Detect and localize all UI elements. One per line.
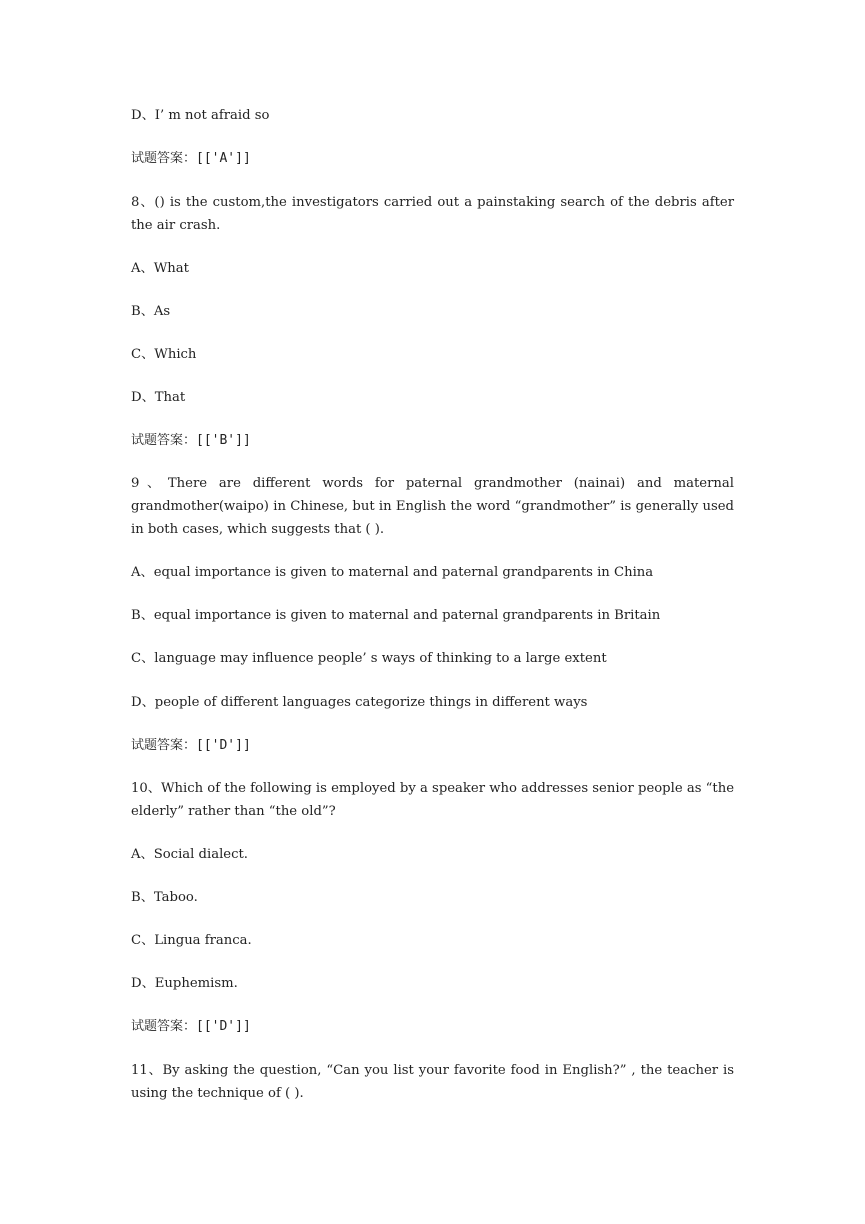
q9-option-d: D、people of different languages categorize things in different ways [131, 695, 588, 710]
q8-option-c: C、Which [131, 347, 197, 362]
q10-option-c: C、Lingua franca. [131, 933, 252, 948]
q7-option-d: D、I’ m not afraid so [131, 108, 270, 123]
q8-option-a: A、What [131, 261, 189, 276]
q10-option-a: A、Social dialect. [131, 847, 248, 862]
q9-question: 9、There are different words for paternal grandmother (nainai) and maternal grandmother(waipo) in Chinese, but in English the word “grandmother” is generally used in both cases, which suggests that ( ). [131, 476, 734, 537]
q9-option-c: C、language may influence people’ s ways of thinking to a large extent [131, 651, 607, 666]
q8-option-d: D、That [131, 390, 186, 405]
q7-answer: 试题答案：[['A']] [131, 151, 251, 166]
q9-option-b: B、equal importance is given to maternal and paternal grandparents in Britain [131, 608, 661, 623]
q10-option-d: D、Euphemism. [131, 976, 238, 991]
q8-option-b: B、As [131, 304, 171, 319]
q10-question: 10、Which of the following is employed by a speaker who addresses senior people as “the elderly” rather than “the old”? [131, 781, 734, 819]
q10-option-b: B、Taboo. [131, 890, 198, 905]
q10-answer: 试题答案：[['D']] [131, 1019, 251, 1034]
q11-question: 11、By asking the question, “Can you list your favorite food in English?” , the teacher is using the technique of ( ). [131, 1063, 734, 1101]
q9-option-a: A、equal importance is given to maternal and paternal grandparents in China [131, 565, 654, 580]
q9-answer: 试题答案：[['D']] [131, 738, 251, 753]
q8-answer: 试题答案：[['B']] [131, 433, 251, 448]
q8-question: 8、() is the custom,the investigators carried out a painstaking search of the debris after the air crash. [131, 195, 734, 233]
